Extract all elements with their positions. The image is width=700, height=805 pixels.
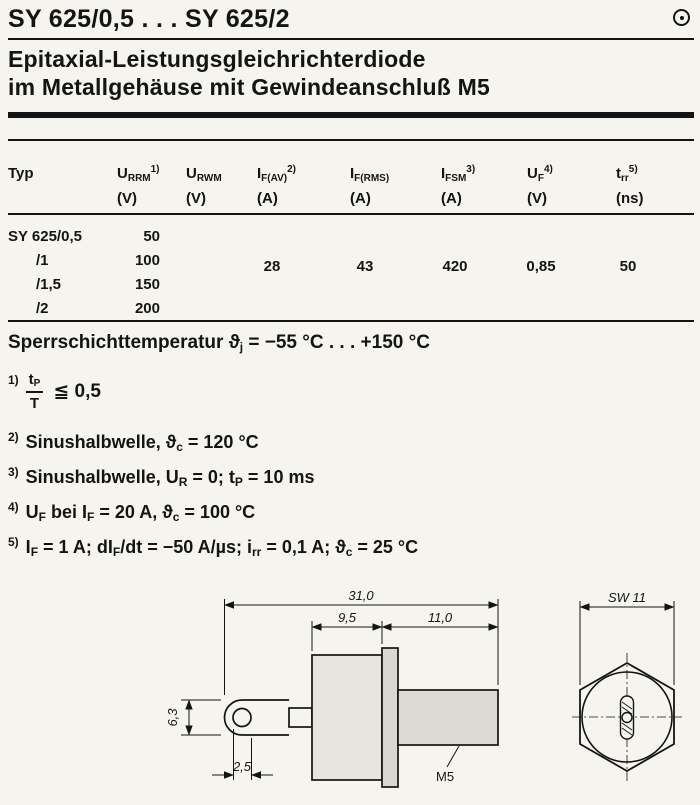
col-header-ifav: $I_{F(AV)}^{2)}$ (A): [257, 164, 296, 207]
solder-lug: [225, 700, 290, 735]
circle-dot-icon: [673, 9, 690, 26]
diode-side-view: [225, 648, 499, 787]
col-header-urwm: $U_{RWM}$ (V): [186, 165, 222, 207]
table-bottom-rule: [8, 320, 694, 322]
page-title: SY 625/0,5 . . . SY 625/2: [8, 5, 290, 33]
col-header-ifsm: $I_{FSM}^{3)}$ (A): [441, 164, 476, 207]
footnote-2: $^{2)}$ Sinushalbwelle, $ϑ_c = 120$ °C: [8, 430, 259, 454]
shared-value-ifav: 28: [263, 258, 281, 275]
thick-divider: [8, 112, 694, 118]
junction-temperature-note: Sperrschichttemperatur $ϑ_j = -55$ °C . . . +150 °C: [8, 332, 430, 354]
col-header-ifrms: $I_{F(RMS)}$ (A): [350, 165, 390, 207]
cell-urrm-row3: 150: [134, 276, 160, 293]
dim-label-body-length: 9,5: [337, 610, 357, 625]
lug-hole: [233, 709, 251, 727]
body-flange: [382, 648, 398, 787]
footnote-3: $^{3)}$ Sinushalbwelle, $U_R = 0$; $t_P = 10$ ms: [8, 465, 315, 489]
dim-label-stud-length: 11,0: [427, 610, 453, 625]
col-header-urrm: $U_{RRM}^{1)}$ (V): [117, 164, 160, 207]
dim-label-hole: 2,5: [232, 759, 252, 774]
footnote-5: $^{5)}$ $I_F = 1$ A; $dI_F/dt = -50$ A/µs; $i_{rr} = 0,1$ A; $ϑ_c = 25$ °C: [8, 535, 419, 559]
shared-value-trr: 50: [619, 258, 637, 275]
wrench-size-label: SW 11: [607, 590, 647, 605]
package-drawing: [0, 575, 700, 800]
subtitle-line-2: im Metallgehäuse mit Gewindeanschluß M5: [8, 74, 490, 100]
thread-label: M5: [436, 769, 455, 784]
footnote-1: [8, 371, 101, 412]
footnote-1-text: ≦ 0,5: [53, 381, 101, 402]
cell-typ-row1: SY 625/0,5: [8, 228, 82, 245]
col-header-typ: Typ: [8, 165, 34, 182]
footnote-4: $^{4)}$ $U_F$ bei $I_F = 20$ A, $ϑ_c = 100$ °C: [8, 500, 256, 524]
subtitle-line-1: Epitaxial-Leistungsgleichrichterdiode: [8, 46, 426, 72]
col-header-uf: $U_F^{4)}$ (V): [527, 164, 553, 207]
col-header-trr: $t_{rr}^{5)}$ (ns): [616, 164, 644, 207]
lead-shaft: [289, 708, 312, 727]
title-rule: [8, 38, 694, 40]
dim-label-lug-height: 6,3: [165, 708, 180, 727]
footnote-1-marker: 1): [8, 373, 19, 387]
cell-urrm-row1: 50: [143, 228, 160, 245]
dim-label-total-length: 31,0: [348, 588, 374, 603]
thin-divider: [8, 139, 694, 141]
package-drawing-svg: [0, 575, 700, 800]
subtitle: [8, 45, 490, 101]
cell-typ-row3: /1,5: [36, 276, 62, 293]
shared-value-ifrms: 43: [356, 258, 374, 275]
cell-typ-row2: /1: [36, 252, 49, 269]
threaded-stud: [398, 690, 498, 745]
cell-typ-row4: /2: [36, 300, 49, 317]
hex-nut-front-view: [572, 590, 682, 781]
shared-value-uf: 0,85: [526, 258, 556, 275]
diode-body: [312, 655, 382, 780]
header-rule: [8, 213, 694, 215]
fraction-tp-over-t: $\frac{t_P}{T}$: [26, 371, 44, 412]
cell-urrm-row2: 100: [134, 252, 160, 269]
cell-urrm-row4: 200: [134, 300, 160, 317]
shared-value-ifsm: 420: [442, 258, 468, 275]
